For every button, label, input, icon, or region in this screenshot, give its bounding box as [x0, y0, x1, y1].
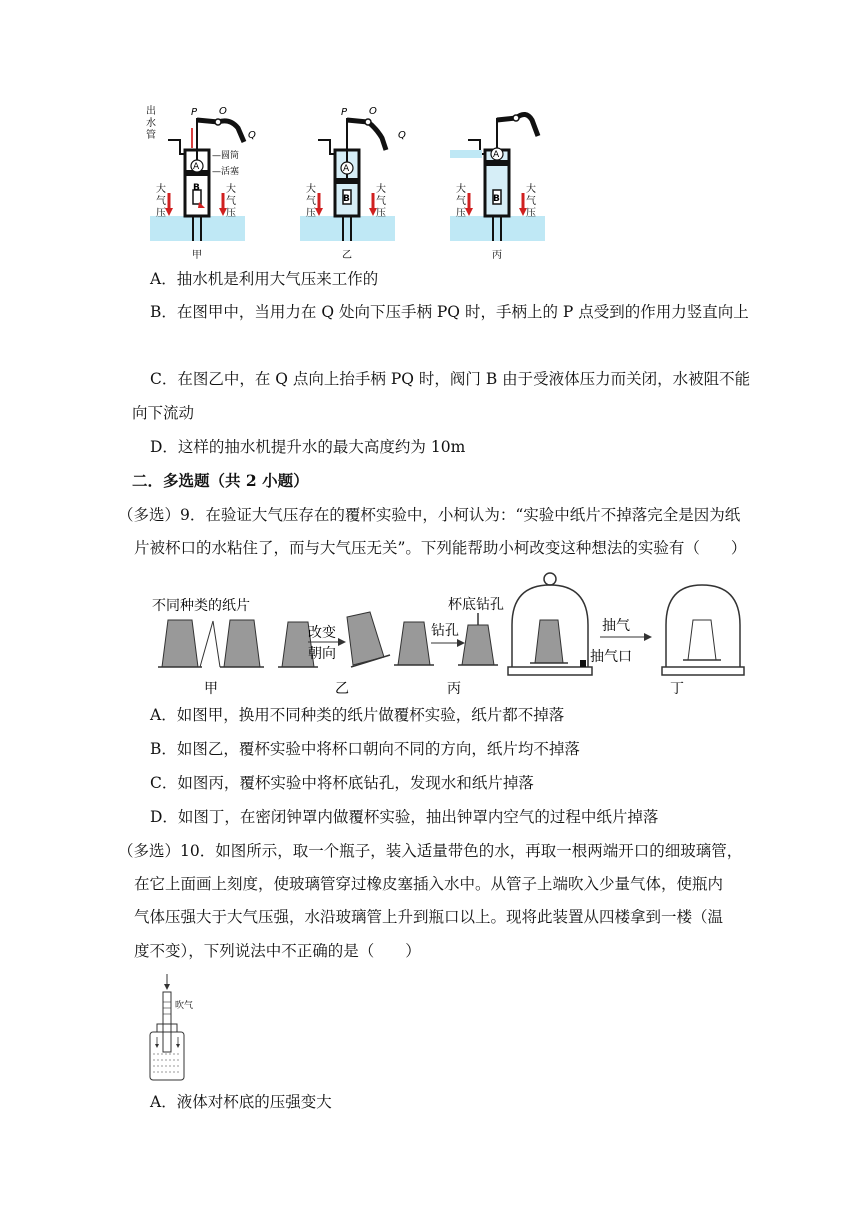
q-label-yi: Q	[398, 130, 406, 141]
b-label: B	[193, 183, 200, 193]
q10-line-1: （多选）10．如图所示，取一个瓶子，装入适量带色的水，再取一根两端开口的细玻璃管，	[118, 842, 743, 860]
q8-option-c: C．在图乙中，在 Q 点向上抬手柄 PQ 时，阀门 B 由于受液体压力而关闭，水被阻不能	[150, 370, 751, 388]
q10-option-a: A．液体对杯底的压强变大	[150, 1093, 332, 1111]
q10-line-3: 气体压强大于大气压强，水沿玻璃管上升到瓶口以上。现将此装置从四楼拿到一楼（温	[134, 908, 724, 926]
pump-figure	[140, 98, 560, 268]
orient-label-1: 改变	[308, 625, 336, 641]
q8-option-c-cont: 向下流动	[132, 404, 195, 422]
p-label: P	[191, 107, 198, 118]
pump-panel-bing	[450, 114, 545, 261]
q9-option-a: A．如图甲，换用不同种类的纸片做覆杯实验，纸片都不掉落	[150, 706, 565, 724]
o-label-yi: O	[369, 106, 377, 117]
caption-bing: 丙	[492, 250, 502, 261]
caption-yi: 乙	[342, 250, 352, 261]
q9-line-1: （多选）9．在验证大气压存在的覆杯实验中，小柯认为：“实验中纸片不掉落完全是因为纸	[118, 506, 741, 524]
blow-label: 吹气	[175, 1001, 194, 1011]
section-title: 二．多选题（共 2 小题）	[132, 471, 309, 490]
orient-label-2: 朝向	[308, 646, 336, 662]
caption-jia: 甲	[192, 250, 202, 261]
p-label-yi: P	[341, 107, 348, 118]
caption-yi-9: 乙	[335, 681, 349, 697]
pump-panel-yi	[300, 106, 406, 261]
q10-line-4: 度不变），下列说法中不正确的是（ ）	[134, 942, 421, 960]
caption-bing-9: 丙	[447, 681, 461, 697]
q8-option-a: A．抽水机是利用大气压来工作的	[150, 270, 379, 288]
q9-line-2: 片被杯口的水粘住了，而与大气压无关”。下列能帮助小柯改变这种想法的实验有（ ）	[134, 539, 747, 557]
pump-panel-jia	[146, 104, 256, 261]
drill-label: 钻孔	[431, 623, 459, 639]
o-label: O	[219, 106, 227, 117]
a-label-bing: A	[493, 150, 500, 160]
caption-jia-9: 甲	[204, 681, 218, 697]
b-label-bing: B	[493, 194, 500, 204]
atm-left-label-yi: 大气压	[306, 184, 316, 219]
bottle-figure	[145, 972, 225, 1084]
q8-option-b: B．在图甲中，当用力在 Q 处向下压手柄 PQ 时，手柄上的 P 点受到的作用力竖直向上	[150, 303, 749, 321]
atm-left-label: 大气压	[156, 184, 166, 219]
atm-left-label-bing: 大气压	[456, 184, 466, 219]
outlet-label: 抽气口	[590, 649, 632, 665]
atm-right-label: 大气压	[226, 184, 236, 219]
piston-label: —活塞	[212, 167, 240, 177]
q9-option-b: B．如图乙，覆杯实验中将杯口朝向不同的方向，纸片均不掉落	[150, 740, 580, 758]
q9-option-c: C．如图丙，覆杯实验中将杯底钻孔，发现水和纸片掉落	[150, 774, 534, 792]
q8-option-d: D．这样的抽水机提升水的最大高度约为 10m	[150, 438, 466, 456]
atm-right-label-yi: 大气压	[376, 184, 386, 219]
b-label-yi: B	[343, 194, 350, 204]
cylinder-label: —圆筒	[212, 151, 240, 161]
drill-top-label: 杯底钻孔	[448, 597, 504, 613]
a-label: A	[193, 162, 200, 172]
q-label: Q	[248, 130, 256, 141]
paper-label: 不同种类的纸片	[152, 598, 250, 614]
pump-label: 抽气	[602, 618, 630, 634]
a-label-yi: A	[343, 164, 350, 174]
q9-option-d: D．如图丁，在密闭钟罩内做覆杯实验，抽出钟罩内空气的过程中纸片掉落	[150, 808, 659, 826]
q10-line-2: 在它上面画上刻度，使玻璃管穿过橡皮塞插入水中。从管子上端吹入少量气体，使瓶内	[134, 875, 724, 893]
cup-experiment-figure	[150, 565, 750, 700]
atm-right-label-bing: 大气压	[526, 184, 536, 219]
caption-ding-9: 丁	[670, 681, 684, 697]
outlet-pipe-label: 出水管	[146, 106, 156, 141]
